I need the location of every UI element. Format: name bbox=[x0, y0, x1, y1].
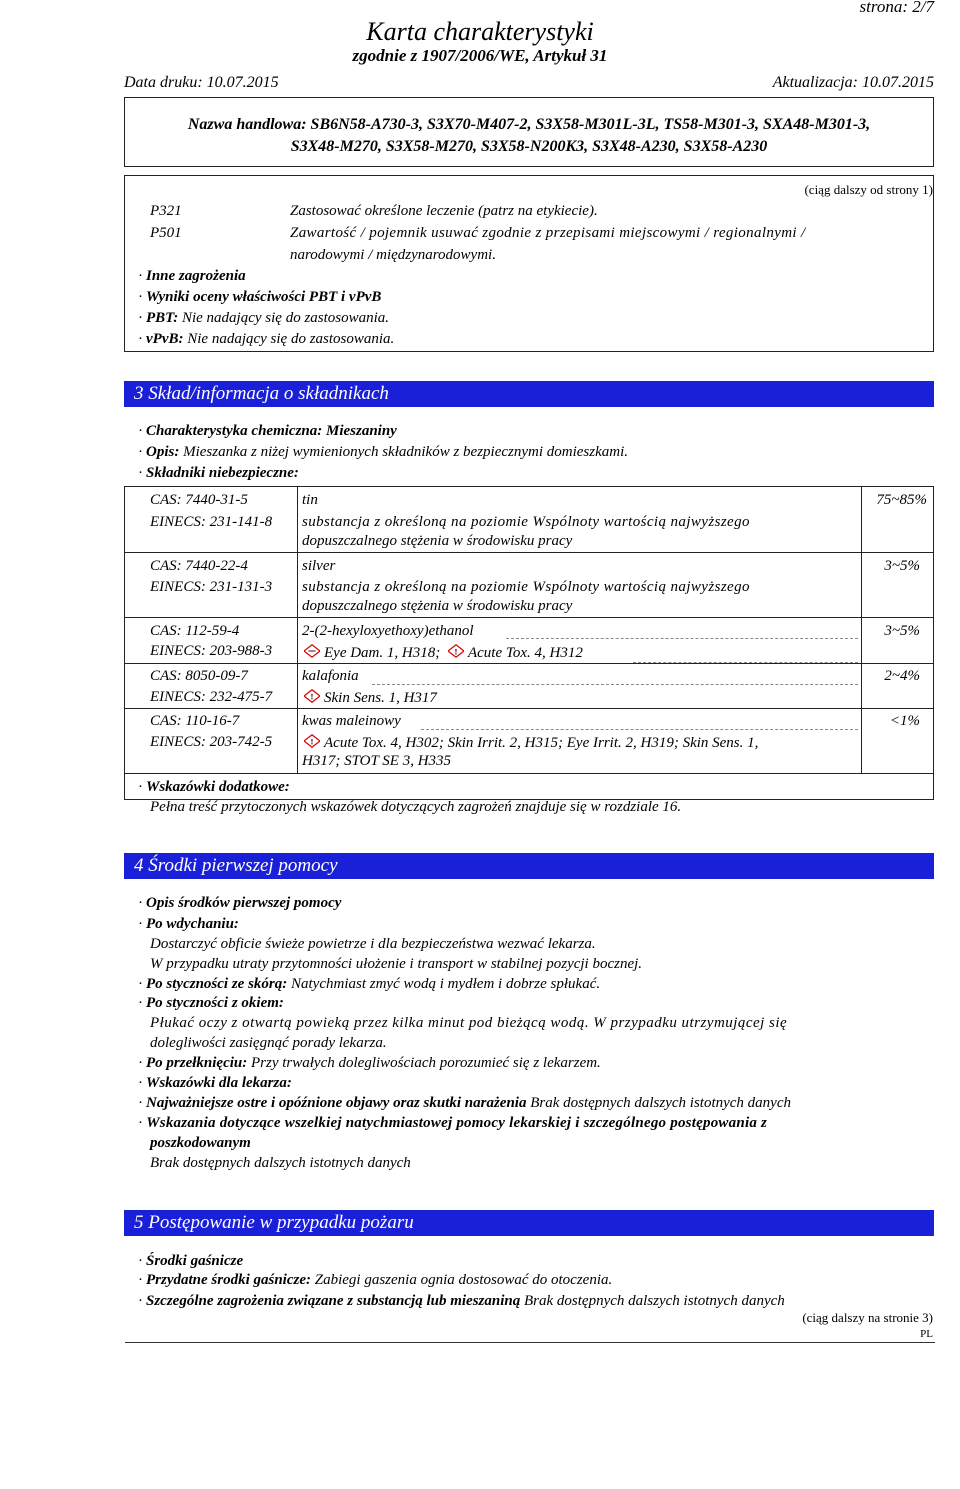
component-einecs: EINECS: 232-475-7 bbox=[150, 689, 273, 705]
additional-info-text: Pełna treść przytoczonych wskazówek dotyczących zagrożeń znajduje się w rozdziale 16. bbox=[150, 799, 682, 815]
component-note: substancja z określoną na poziomie Wspólnoty wartością najwyższego bbox=[302, 579, 750, 595]
p501-code: P501 bbox=[150, 225, 182, 241]
vpvb-line: · vPvB: Nie nadający się do zastosowania. bbox=[138, 331, 395, 347]
section3-title: 3 Skład/informacja o składnikach bbox=[124, 381, 934, 407]
component-name: 2-(2-hexyloxyethoxy)ethanol bbox=[302, 623, 474, 639]
other-hazards: · Inne zagrożenia bbox=[138, 268, 246, 284]
p501-text-2: narodowymi / międzynarodowymi. bbox=[290, 247, 496, 263]
p321-text: Zastosować określone leczenie (patrz na etykiecie). bbox=[290, 203, 598, 219]
footer-rule bbox=[125, 1342, 935, 1343]
continued-on: (ciąg dalszy na stronie 3) bbox=[802, 1310, 933, 1325]
doctor-notes-label: · Wskazówki dla lekarza: bbox=[138, 1075, 292, 1091]
svg-text:!: ! bbox=[454, 646, 458, 657]
trade-name-box bbox=[124, 97, 934, 167]
p321-code: P321 bbox=[150, 203, 182, 219]
component-einecs: EINECS: 203-742-5 bbox=[150, 734, 273, 750]
component-hazards-cont: H317; STOT SE 3, H335 bbox=[302, 753, 452, 769]
component-pct: 75~85% bbox=[876, 492, 927, 508]
component-name: tin bbox=[302, 492, 318, 508]
pbt-line: · PBT: Nie nadający się do zastosowania. bbox=[138, 310, 390, 326]
language-code: PL bbox=[920, 1328, 933, 1340]
first-aid-description: · Opis środków pierwszej pomocy bbox=[138, 895, 342, 911]
exclamation-icon bbox=[304, 689, 320, 703]
continued-from: (ciąg dalszy od strony 1) bbox=[804, 182, 933, 197]
trade-name-line-2: S3X48-M270, S3X58-M270, S3X58-N200K3, S3X48-A230, S3X58-A230 bbox=[290, 138, 768, 155]
component-hazards: ! Skin Sens. 1, H317 bbox=[304, 687, 437, 709]
eye-contact-line-2: dolegliwości zasięgnąć porady lekarza. bbox=[150, 1035, 387, 1051]
eye-contact-label: · Po styczności z okiem: bbox=[138, 995, 284, 1011]
p501-text-1: Zawartość / pojemnik usuwać zgodnie z przepisami miejscowymi / regionalnymi / bbox=[290, 225, 806, 241]
exclamation-icon bbox=[304, 734, 320, 748]
skin-contact: · Po styczności ze skórą: Natychmiast zmyć wodą i mydłem i dobrze spłukać. bbox=[138, 976, 601, 992]
document-title: Karta charakterystyki bbox=[366, 17, 594, 46]
ingestion: · Po przełknięciu: Przy trwałych dolegliwościach porozumieć się z lekarzem. bbox=[138, 1055, 601, 1071]
component-pct: 3~5% bbox=[884, 623, 920, 639]
suitable-media: · Przydatne środki gaśnicze: Zabiegi gaszenia ognia dostosować do otoczenia. bbox=[138, 1272, 613, 1288]
trade-name-line-1: Nazwa handlowa: SB6N58-A730-3, S3X70-M407-2, S3X58-M301L-3L, TS58-M301-3, SXA48-M301-3, bbox=[187, 116, 871, 133]
component-pct: 2~4% bbox=[884, 668, 920, 684]
component-cas: CAS: 8050-09-7 bbox=[150, 668, 248, 684]
exclamation-icon bbox=[448, 644, 464, 658]
component-pct: <1% bbox=[889, 713, 920, 729]
component-name: kalafonia bbox=[302, 668, 359, 684]
section4-title: 4 Środki pierwszej pomocy bbox=[124, 853, 934, 879]
update-date: Aktualizacja: 10.07.2015 bbox=[772, 74, 934, 91]
hazardous-components-label: · Składniki niebezpieczne: bbox=[138, 465, 299, 481]
svg-text:!: ! bbox=[310, 736, 314, 747]
mixture-description: · Opis: Mieszanka z niżej wymienionych składników z bezpiecznymi domieszkami. bbox=[138, 444, 629, 460]
corrosion-icon bbox=[304, 644, 320, 658]
component-name: kwas maleinowy bbox=[302, 713, 401, 729]
component-cas: CAS: 7440-31-5 bbox=[150, 492, 248, 508]
component-cas: CAS: 110-16-7 bbox=[150, 713, 240, 729]
component-note: substancja z określoną na poziomie Wspólnoty wartością najwyższego bbox=[302, 514, 750, 530]
component-pct: 3~5% bbox=[884, 558, 920, 574]
component-cas: CAS: 112-59-4 bbox=[150, 623, 240, 639]
inhalation-line-1: Dostarczyć obficie świeże powietrze i dla bezpieczeństwa wezwać lekarza. bbox=[150, 936, 596, 952]
component-note: dopuszczalnego stężenia w środowisku pracy bbox=[302, 598, 573, 614]
medical-attention-value: Brak dostępnych dalszych istotnych danych bbox=[150, 1155, 411, 1171]
component-einecs: EINECS: 231-131-3 bbox=[150, 579, 273, 595]
component-note: dopuszczalnego stężenia w środowisku pracy bbox=[302, 533, 573, 549]
additional-info-label: · Wskazówki dodatkowe: bbox=[138, 779, 290, 795]
inhalation-label: · Po wdychaniu: bbox=[138, 916, 239, 932]
chem-characterization: · Charakterystyka chemiczna: Mieszaniny bbox=[138, 423, 397, 439]
component-cas: CAS: 7440-22-4 bbox=[150, 558, 248, 574]
document-subtitle: zgodnie z 1907/2006/WE, Artykuł 31 bbox=[352, 46, 608, 65]
component-einecs: EINECS: 203-988-3 bbox=[150, 643, 273, 659]
special-hazards: · Szczególne zagrożenia związane z substancją lub mieszaniną Brak dostępnych dalszych istotnych danych bbox=[138, 1293, 785, 1309]
component-name: silver bbox=[302, 558, 336, 574]
page-number: strona: 2/7 bbox=[859, 0, 934, 16]
pbt-results-heading: · Wyniki oceny właściwości PBT i vPvB bbox=[138, 289, 382, 305]
section5-title: 5 Postępowanie w przypadku pożaru bbox=[124, 1210, 934, 1236]
component-hazards: Eye Dam. 1, H318; ! Acute Tox. 4, H312 bbox=[304, 642, 583, 664]
component-einecs: EINECS: 231-141-8 bbox=[150, 514, 273, 530]
inhalation-line-2: W przypadku utraty przytomności ułożenie i transport w stabilnej pozycji bocznej. bbox=[150, 956, 643, 972]
svg-text:!: ! bbox=[310, 691, 314, 702]
print-date: Data druku: 10.07.2015 bbox=[124, 74, 279, 91]
medical-attention-label-2: poszkodowanym bbox=[150, 1135, 251, 1151]
eye-contact-line-1: Płukać oczy z otwartą powieką przez kilka minut pod bieżącą wodą. W przypadku utrzymującej się bbox=[150, 1015, 788, 1031]
medical-attention-label: · Wskazania dotyczące wszelkiej natychmiastowej pomocy lekarskiej i szczególnego postępowania z bbox=[138, 1115, 768, 1131]
component-hazards: ! Acute Tox. 4, H302; Skin Irrit. 2, H315; Eye Irrit. 2, H319; Skin Sens. 1, bbox=[304, 732, 758, 754]
symptoms: · Najważniejsze ostre i opóźnione objawy oraz skutki narażenia Brak dostępnych dalszych istotnych danych bbox=[138, 1095, 791, 1111]
extinguishing-media-label: · Środki gaśnicze bbox=[138, 1253, 244, 1269]
